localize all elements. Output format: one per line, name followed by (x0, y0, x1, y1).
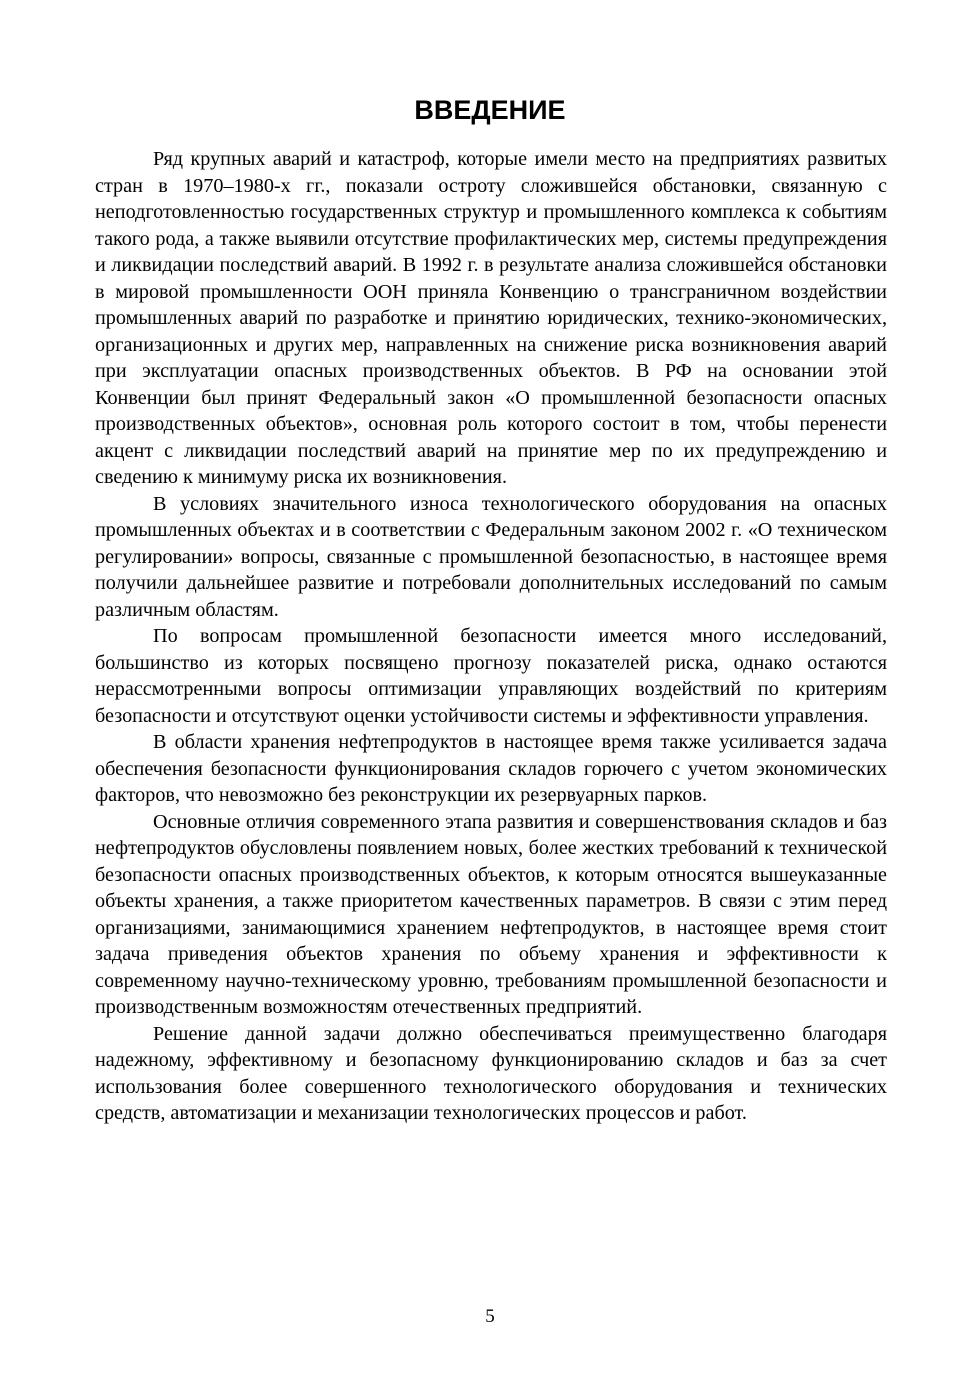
page-number: 5 (485, 1306, 495, 1327)
paragraph-3: По вопросам промышленной безопасности имеется много исследований, большинство из которых посвящено прогнозу показателей риска, однако остаются нерассмотренными вопросы оптимизации управляющих воздействий по критериям безопасности и отсутствуют оценки устойчивости системы и эффективности управления. (95, 625, 887, 727)
paragraph-5: Основные отличия современного этапа развития и совершенствования складов и баз нефтепродуктов обусловлены появлением новых, более жестких требований к технической безопасности опасных производственных объектов, к которым относятся вышеуказанные объекты хранения, а также приоритетом качественных параметров. В связи с этим перед организациями, занимающимися хранением нефтепродуктов, в настоящее время стоит задача приведения объектов хранения по объему хранения и эффективности к современному научно-техническому уровню, требованиям промышленной безопасности и производственным возможностям отечественных предприятий. (95, 810, 887, 1018)
page-title: ВВЕДЕНИЕ (414, 95, 566, 125)
paragraph-2: В условиях значительного износа технологического оборудования на опасных промышленных объектах и в соответствии с Федеральным законом 2002 г. «О техническом регулировании» вопросы, связанные с промышленной безопасностью, в настоящее время получили дальнейшее развитие и потребовали дополнительных исследований по самым различным областям. (95, 492, 887, 621)
body-text (95, 146, 887, 1127)
paragraph-6: Решение данной задачи должно обеспечиваться преимущественно благодаря надежному, эффективному и безопасному функционированию складов и баз за счет использования более совершенного технологического оборудования и технических средств, автоматизации и механизации технологических процессов и работ. (95, 1022, 887, 1124)
paragraph-4: В области хранения нефтепродуктов в настоящее время также усиливается задача обеспечения безопасности функционирования складов горючего с учетом экономических факторов, что невозможно без реконструкции их резервуарных парков. (95, 731, 887, 806)
paragraph-1: Ряд крупных аварий и катастроф, которые имели место на предприятиях развитых стран в 1970–1980-х гг., показали остроту сложившейся обстановки, связанную с неподготовленностью государственных структур и промышленного комплекса к событиям такого рода, а также выявили отсутствие профилактических мер, системы предупреждения и ликвидации последствий аварий. В 1992 г. в результате анализа сложившейся обстановки в мировой промышленности ООН приняла Конвенцию о трансграничном воздействии промышленных аварий по разработке и принятию юридических, технико-экономических, организационных и других мер, направленных на снижение риска возникновения аварий при эксплуатации опасных производственных объектов. В РФ на основании этой Конвенции был принят Федеральный закон «О промышленной безопасности опасных производственных объектов», основная роль которого состоит в том, чтобы перенести акцент с ликвидации последствий аварий на принятие мер по их предупреждению и сведению к минимуму риска их возникновения. (95, 148, 887, 488)
